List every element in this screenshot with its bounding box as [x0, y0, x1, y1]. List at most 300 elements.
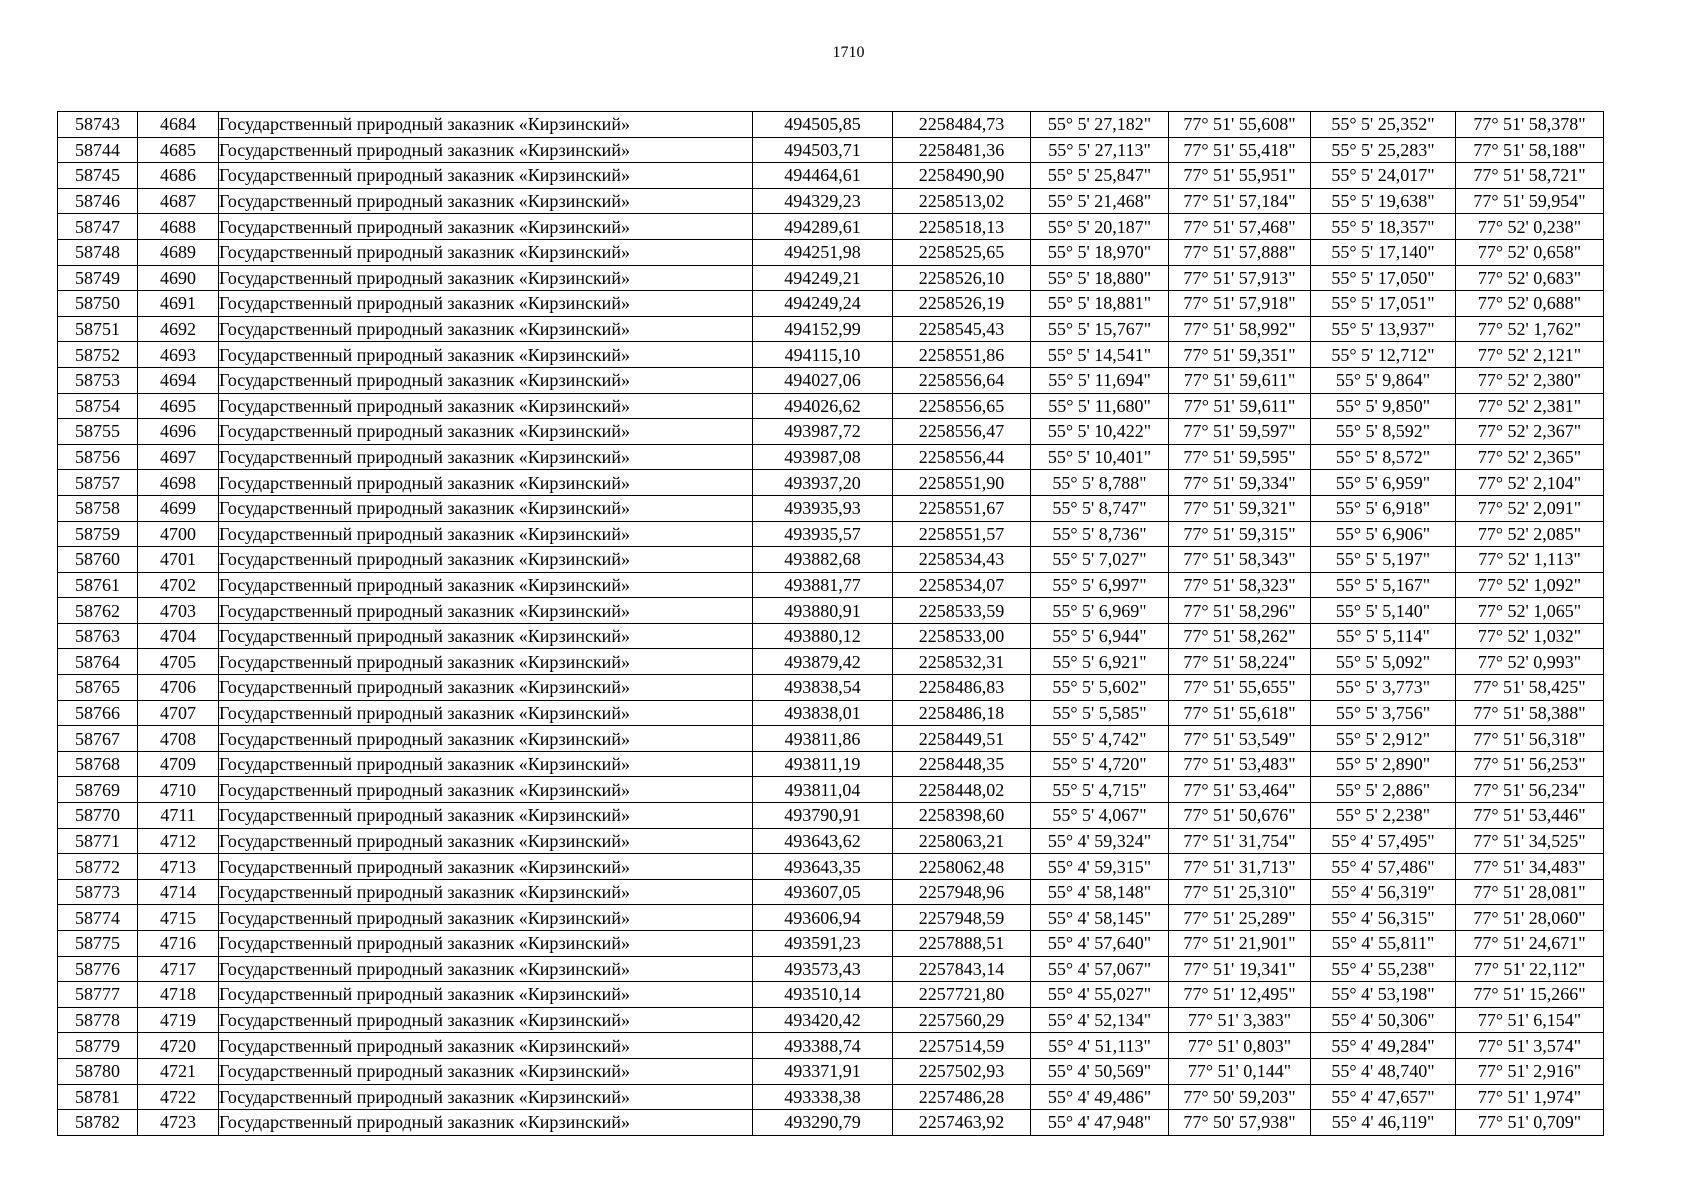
longitude-1-cell: 77° 51' 12,495" — [1169, 982, 1311, 1008]
x-coordinate-cell: 493811,04 — [753, 777, 893, 803]
object-name-cell: Государственный природный заказник «Кирзинский» — [219, 828, 753, 854]
point-number-cell: 4723 — [138, 1110, 219, 1136]
point-number-cell: 4687 — [138, 188, 219, 214]
latitude-1-cell: 55° 4' 47,948" — [1031, 1110, 1169, 1136]
table-row — [58, 444, 1604, 470]
longitude-1-cell: 77° 51' 31,713" — [1169, 854, 1311, 880]
y-coordinate-cell: 2257502,93 — [893, 1058, 1031, 1084]
longitude-2-cell: 77° 51' 6,154" — [1456, 1007, 1604, 1033]
row-number-cell: 58756 — [58, 444, 138, 470]
table-row — [58, 239, 1604, 265]
row-number-cell: 58765 — [58, 675, 138, 701]
table-row — [58, 675, 1604, 701]
object-name-cell: Государственный природный заказник «Кирзинский» — [219, 470, 753, 496]
y-coordinate-cell: 2257514,59 — [893, 1033, 1031, 1059]
object-name-cell: Государственный природный заказник «Кирзинский» — [219, 623, 753, 649]
object-name-cell: Государственный природный заказник «Кирзинский» — [219, 239, 753, 265]
table-row — [58, 291, 1604, 317]
longitude-2-cell: 77° 51' 1,974" — [1456, 1084, 1604, 1110]
latitude-1-cell: 55° 5' 6,969" — [1031, 598, 1169, 624]
latitude-2-cell: 55° 4' 57,486" — [1311, 854, 1456, 880]
longitude-1-cell: 77° 51' 0,144" — [1169, 1058, 1311, 1084]
row-number-cell: 58747 — [58, 214, 138, 240]
object-name-cell: Государственный природный заказник «Кирзинский» — [219, 188, 753, 214]
row-number-cell: 58754 — [58, 393, 138, 419]
x-coordinate-cell: 493338,38 — [753, 1084, 893, 1110]
longitude-2-cell: 77° 51' 34,525" — [1456, 828, 1604, 854]
object-name-cell: Государственный природный заказник «Кирзинский» — [219, 854, 753, 880]
point-number-cell: 4706 — [138, 675, 219, 701]
latitude-1-cell: 55° 4' 58,148" — [1031, 879, 1169, 905]
latitude-2-cell: 55° 5' 8,572" — [1311, 444, 1456, 470]
latitude-2-cell: 55° 4' 46,119" — [1311, 1110, 1456, 1136]
latitude-2-cell: 55° 5' 18,357" — [1311, 214, 1456, 240]
x-coordinate-cell: 493937,20 — [753, 470, 893, 496]
row-number-cell: 58770 — [58, 803, 138, 829]
row-number-cell: 58745 — [58, 163, 138, 189]
object-name-cell: Государственный природный заказник «Кирзинский» — [219, 649, 753, 675]
row-number-cell: 58748 — [58, 239, 138, 265]
x-coordinate-cell: 494249,21 — [753, 265, 893, 291]
latitude-1-cell: 55° 4' 59,315" — [1031, 854, 1169, 880]
y-coordinate-cell: 2258525,65 — [893, 239, 1031, 265]
object-name-cell: Государственный природный заказник «Кирзинский» — [219, 214, 753, 240]
latitude-2-cell: 55° 5' 12,712" — [1311, 342, 1456, 368]
longitude-2-cell: 77° 52' 2,381" — [1456, 393, 1604, 419]
object-name-cell: Государственный природный заказник «Кирзинский» — [219, 675, 753, 701]
table-row — [58, 342, 1604, 368]
y-coordinate-cell: 2257948,96 — [893, 879, 1031, 905]
object-name-cell: Государственный природный заказник «Кирзинский» — [219, 342, 753, 368]
longitude-1-cell: 77° 51' 57,918" — [1169, 291, 1311, 317]
point-number-cell: 4721 — [138, 1058, 219, 1084]
point-number-cell: 4717 — [138, 956, 219, 982]
x-coordinate-cell: 493879,42 — [753, 649, 893, 675]
point-number-cell: 4684 — [138, 112, 219, 138]
point-number-cell: 4714 — [138, 879, 219, 905]
y-coordinate-cell: 2258486,83 — [893, 675, 1031, 701]
latitude-1-cell: 55° 5' 10,422" — [1031, 419, 1169, 445]
y-coordinate-cell: 2257486,28 — [893, 1084, 1031, 1110]
latitude-2-cell: 55° 5' 17,051" — [1311, 291, 1456, 317]
point-number-cell: 4716 — [138, 931, 219, 957]
x-coordinate-cell: 493371,91 — [753, 1058, 893, 1084]
y-coordinate-cell: 2258532,31 — [893, 649, 1031, 675]
x-coordinate-cell: 494249,24 — [753, 291, 893, 317]
object-name-cell: Государственный природный заказник «Кирзинский» — [219, 444, 753, 470]
y-coordinate-cell: 2258526,10 — [893, 265, 1031, 291]
table-row — [58, 1007, 1604, 1033]
latitude-1-cell: 55° 5' 4,067" — [1031, 803, 1169, 829]
row-number-cell: 58774 — [58, 905, 138, 931]
row-number-cell: 58752 — [58, 342, 138, 368]
longitude-1-cell: 77° 51' 58,224" — [1169, 649, 1311, 675]
latitude-1-cell: 55° 4' 58,145" — [1031, 905, 1169, 931]
x-coordinate-cell: 494027,06 — [753, 367, 893, 393]
latitude-1-cell: 55° 4' 51,113" — [1031, 1033, 1169, 1059]
longitude-1-cell: 77° 51' 55,608" — [1169, 112, 1311, 138]
longitude-2-cell: 77° 52' 1,762" — [1456, 316, 1604, 342]
point-number-cell: 4696 — [138, 419, 219, 445]
y-coordinate-cell: 2258449,51 — [893, 726, 1031, 752]
longitude-1-cell: 77° 51' 58,992" — [1169, 316, 1311, 342]
table-row — [58, 521, 1604, 547]
x-coordinate-cell: 493838,01 — [753, 700, 893, 726]
y-coordinate-cell: 2258513,02 — [893, 188, 1031, 214]
latitude-2-cell: 55° 4' 53,198" — [1311, 982, 1456, 1008]
longitude-1-cell: 77° 51' 59,611" — [1169, 393, 1311, 419]
point-number-cell: 4710 — [138, 777, 219, 803]
row-number-cell: 58750 — [58, 291, 138, 317]
longitude-2-cell: 77° 52' 2,104" — [1456, 470, 1604, 496]
longitude-2-cell: 77° 51' 56,318" — [1456, 726, 1604, 752]
latitude-1-cell: 55° 5' 11,680" — [1031, 393, 1169, 419]
row-number-cell: 58749 — [58, 265, 138, 291]
row-number-cell: 58743 — [58, 112, 138, 138]
latitude-1-cell: 55° 5' 20,187" — [1031, 214, 1169, 240]
longitude-1-cell: 77° 51' 58,323" — [1169, 572, 1311, 598]
longitude-2-cell: 77° 51' 59,954" — [1456, 188, 1604, 214]
x-coordinate-cell: 493420,42 — [753, 1007, 893, 1033]
latitude-1-cell: 55° 5' 5,585" — [1031, 700, 1169, 726]
latitude-2-cell: 55° 5' 3,756" — [1311, 700, 1456, 726]
longitude-2-cell: 77° 52' 2,085" — [1456, 521, 1604, 547]
x-coordinate-cell: 494329,23 — [753, 188, 893, 214]
latitude-1-cell: 55° 5' 7,027" — [1031, 547, 1169, 573]
latitude-2-cell: 55° 5' 24,017" — [1311, 163, 1456, 189]
table-row — [58, 1033, 1604, 1059]
row-number-cell: 58777 — [58, 982, 138, 1008]
row-number-cell: 58769 — [58, 777, 138, 803]
row-number-cell: 58767 — [58, 726, 138, 752]
latitude-2-cell: 55° 5' 19,638" — [1311, 188, 1456, 214]
table-row — [58, 1084, 1604, 1110]
y-coordinate-cell: 2258556,44 — [893, 444, 1031, 470]
x-coordinate-cell: 493882,68 — [753, 547, 893, 573]
object-name-cell: Государственный природный заказник «Кирзинский» — [219, 163, 753, 189]
table-row — [58, 316, 1604, 342]
x-coordinate-cell: 493881,77 — [753, 572, 893, 598]
longitude-2-cell: 77° 52' 0,658" — [1456, 239, 1604, 265]
object-name-cell: Государственный природный заказник «Кирзинский» — [219, 1110, 753, 1136]
y-coordinate-cell: 2257948,59 — [893, 905, 1031, 931]
latitude-1-cell: 55° 5' 8,736" — [1031, 521, 1169, 547]
latitude-2-cell: 55° 4' 50,306" — [1311, 1007, 1456, 1033]
latitude-1-cell: 55° 5' 4,715" — [1031, 777, 1169, 803]
longitude-1-cell: 77° 51' 53,464" — [1169, 777, 1311, 803]
longitude-1-cell: 77° 51' 53,549" — [1169, 726, 1311, 752]
row-number-cell: 58780 — [58, 1058, 138, 1084]
table-row — [58, 751, 1604, 777]
x-coordinate-cell: 493643,35 — [753, 854, 893, 880]
latitude-1-cell: 55° 5' 5,602" — [1031, 675, 1169, 701]
row-number-cell: 58757 — [58, 470, 138, 496]
latitude-1-cell: 55° 5' 4,720" — [1031, 751, 1169, 777]
longitude-1-cell: 77° 51' 58,296" — [1169, 598, 1311, 624]
latitude-2-cell: 55° 4' 55,811" — [1311, 931, 1456, 957]
object-name-cell: Государственный природный заказник «Кирзинский» — [219, 265, 753, 291]
table-row — [58, 495, 1604, 521]
latitude-2-cell: 55° 4' 56,319" — [1311, 879, 1456, 905]
table-row — [58, 803, 1604, 829]
object-name-cell: Государственный природный заказник «Кирзинский» — [219, 879, 753, 905]
longitude-2-cell: 77° 51' 58,378" — [1456, 112, 1604, 138]
table-row — [58, 367, 1604, 393]
latitude-1-cell: 55° 5' 25,847" — [1031, 163, 1169, 189]
x-coordinate-cell: 493811,19 — [753, 751, 893, 777]
longitude-2-cell: 77° 51' 58,188" — [1456, 137, 1604, 163]
longitude-2-cell: 77° 51' 56,234" — [1456, 777, 1604, 803]
point-number-cell: 4694 — [138, 367, 219, 393]
object-name-cell: Государственный природный заказник «Кирзинский» — [219, 521, 753, 547]
row-number-cell: 58776 — [58, 956, 138, 982]
longitude-2-cell: 77° 52' 1,113" — [1456, 547, 1604, 573]
table-row — [58, 470, 1604, 496]
object-name-cell: Государственный природный заказник «Кирзинский» — [219, 956, 753, 982]
point-number-cell: 4719 — [138, 1007, 219, 1033]
latitude-2-cell: 55° 4' 47,657" — [1311, 1084, 1456, 1110]
point-number-cell: 4707 — [138, 700, 219, 726]
x-coordinate-cell: 494464,61 — [753, 163, 893, 189]
latitude-2-cell: 55° 5' 2,912" — [1311, 726, 1456, 752]
latitude-1-cell: 55° 5' 6,997" — [1031, 572, 1169, 598]
longitude-2-cell: 77° 51' 58,388" — [1456, 700, 1604, 726]
y-coordinate-cell: 2258448,02 — [893, 777, 1031, 803]
y-coordinate-cell: 2257721,80 — [893, 982, 1031, 1008]
object-name-cell: Государственный природный заказник «Кирзинский» — [219, 495, 753, 521]
y-coordinate-cell: 2258551,67 — [893, 495, 1031, 521]
longitude-2-cell: 77° 52' 1,092" — [1456, 572, 1604, 598]
row-number-cell: 58764 — [58, 649, 138, 675]
point-number-cell: 4691 — [138, 291, 219, 317]
latitude-2-cell: 55° 5' 2,890" — [1311, 751, 1456, 777]
point-number-cell: 4701 — [138, 547, 219, 573]
object-name-cell: Государственный природный заказник «Кирзинский» — [219, 137, 753, 163]
x-coordinate-cell: 493573,43 — [753, 956, 893, 982]
y-coordinate-cell: 2258398,60 — [893, 803, 1031, 829]
longitude-1-cell: 77° 50' 59,203" — [1169, 1084, 1311, 1110]
latitude-2-cell: 55° 5' 17,050" — [1311, 265, 1456, 291]
table-row — [58, 828, 1604, 854]
longitude-1-cell: 77° 51' 3,383" — [1169, 1007, 1311, 1033]
x-coordinate-cell: 493607,05 — [753, 879, 893, 905]
object-name-cell: Государственный природный заказник «Кирзинский» — [219, 316, 753, 342]
row-number-cell: 58773 — [58, 879, 138, 905]
row-number-cell: 58753 — [58, 367, 138, 393]
latitude-1-cell: 55° 5' 27,113" — [1031, 137, 1169, 163]
y-coordinate-cell: 2257888,51 — [893, 931, 1031, 957]
latitude-2-cell: 55° 5' 5,197" — [1311, 547, 1456, 573]
x-coordinate-cell: 493811,86 — [753, 726, 893, 752]
x-coordinate-cell: 493388,74 — [753, 1033, 893, 1059]
object-name-cell: Государственный природный заказник «Кирзинский» — [219, 905, 753, 931]
point-number-cell: 4711 — [138, 803, 219, 829]
latitude-1-cell: 55° 5' 6,944" — [1031, 623, 1169, 649]
y-coordinate-cell: 2258545,43 — [893, 316, 1031, 342]
longitude-1-cell: 77° 51' 53,483" — [1169, 751, 1311, 777]
row-number-cell: 58779 — [58, 1033, 138, 1059]
object-name-cell: Государственный природный заказник «Кирзинский» — [219, 598, 753, 624]
object-name-cell: Государственный природный заказник «Кирзинский» — [219, 1084, 753, 1110]
y-coordinate-cell: 2258518,13 — [893, 214, 1031, 240]
x-coordinate-cell: 494503,71 — [753, 137, 893, 163]
latitude-1-cell: 55° 5' 8,788" — [1031, 470, 1169, 496]
y-coordinate-cell: 2257463,92 — [893, 1110, 1031, 1136]
latitude-2-cell: 55° 4' 57,495" — [1311, 828, 1456, 854]
table-row — [58, 547, 1604, 573]
longitude-2-cell: 77° 51' 15,266" — [1456, 982, 1604, 1008]
longitude-1-cell: 77° 51' 25,289" — [1169, 905, 1311, 931]
table-row — [58, 393, 1604, 419]
latitude-2-cell: 55° 5' 3,773" — [1311, 675, 1456, 701]
longitude-1-cell: 77° 51' 58,262" — [1169, 623, 1311, 649]
point-number-cell: 4702 — [138, 572, 219, 598]
table-row — [58, 905, 1604, 931]
longitude-1-cell: 77° 51' 57,468" — [1169, 214, 1311, 240]
table-row — [58, 623, 1604, 649]
y-coordinate-cell: 2258551,86 — [893, 342, 1031, 368]
latitude-2-cell: 55° 4' 49,284" — [1311, 1033, 1456, 1059]
y-coordinate-cell: 2258556,64 — [893, 367, 1031, 393]
table-row — [58, 982, 1604, 1008]
latitude-1-cell: 55° 5' 18,881" — [1031, 291, 1169, 317]
longitude-2-cell: 77° 52' 2,380" — [1456, 367, 1604, 393]
table-row — [58, 854, 1604, 880]
latitude-2-cell: 55° 5' 6,959" — [1311, 470, 1456, 496]
table-row — [58, 1110, 1604, 1136]
point-number-cell: 4705 — [138, 649, 219, 675]
longitude-2-cell: 77° 51' 22,112" — [1456, 956, 1604, 982]
object-name-cell: Государственный природный заказник «Кирзинский» — [219, 547, 753, 573]
row-number-cell: 58781 — [58, 1084, 138, 1110]
point-number-cell: 4685 — [138, 137, 219, 163]
y-coordinate-cell: 2258551,57 — [893, 521, 1031, 547]
latitude-2-cell: 55° 4' 55,238" — [1311, 956, 1456, 982]
object-name-cell: Государственный природный заказник «Кирзинский» — [219, 367, 753, 393]
latitude-1-cell: 55° 5' 14,541" — [1031, 342, 1169, 368]
table-row — [58, 931, 1604, 957]
x-coordinate-cell: 494289,61 — [753, 214, 893, 240]
point-number-cell: 4700 — [138, 521, 219, 547]
latitude-2-cell: 55° 5' 5,140" — [1311, 598, 1456, 624]
object-name-cell: Государственный природный заказник «Кирзинский» — [219, 777, 753, 803]
x-coordinate-cell: 493790,91 — [753, 803, 893, 829]
row-number-cell: 58758 — [58, 495, 138, 521]
table-row — [58, 112, 1604, 138]
row-number-cell: 58766 — [58, 700, 138, 726]
point-number-cell: 4692 — [138, 316, 219, 342]
x-coordinate-cell: 493510,14 — [753, 982, 893, 1008]
latitude-2-cell: 55° 5' 9,850" — [1311, 393, 1456, 419]
table-row — [58, 1058, 1604, 1084]
longitude-1-cell: 77° 51' 59,351" — [1169, 342, 1311, 368]
row-number-cell: 58778 — [58, 1007, 138, 1033]
point-number-cell: 4686 — [138, 163, 219, 189]
longitude-2-cell: 77° 52' 0,993" — [1456, 649, 1604, 675]
object-name-cell: Государственный природный заказник «Кирзинский» — [219, 419, 753, 445]
longitude-1-cell: 77° 51' 59,595" — [1169, 444, 1311, 470]
latitude-1-cell: 55° 5' 27,182" — [1031, 112, 1169, 138]
latitude-1-cell: 55° 4' 55,027" — [1031, 982, 1169, 1008]
page-number: 1710 — [832, 44, 865, 61]
longitude-2-cell: 77° 51' 58,425" — [1456, 675, 1604, 701]
latitude-1-cell: 55° 5' 18,970" — [1031, 239, 1169, 265]
longitude-2-cell: 77° 52' 1,065" — [1456, 598, 1604, 624]
row-number-cell: 58760 — [58, 547, 138, 573]
y-coordinate-cell: 2257560,29 — [893, 1007, 1031, 1033]
table-row — [58, 879, 1604, 905]
latitude-1-cell: 55° 4' 59,324" — [1031, 828, 1169, 854]
latitude-2-cell: 55° 5' 8,592" — [1311, 419, 1456, 445]
x-coordinate-cell: 493290,79 — [753, 1110, 893, 1136]
row-number-cell: 58775 — [58, 931, 138, 957]
latitude-1-cell: 55° 4' 57,640" — [1031, 931, 1169, 957]
point-number-cell: 4712 — [138, 828, 219, 854]
x-coordinate-cell: 493935,57 — [753, 521, 893, 547]
longitude-2-cell: 77° 52' 1,032" — [1456, 623, 1604, 649]
longitude-2-cell: 77° 52' 2,365" — [1456, 444, 1604, 470]
row-number-cell: 58746 — [58, 188, 138, 214]
longitude-1-cell: 77° 51' 59,597" — [1169, 419, 1311, 445]
x-coordinate-cell: 493643,62 — [753, 828, 893, 854]
y-coordinate-cell: 2258556,47 — [893, 419, 1031, 445]
point-number-cell: 4689 — [138, 239, 219, 265]
longitude-1-cell: 77° 51' 59,334" — [1169, 470, 1311, 496]
point-number-cell: 4718 — [138, 982, 219, 1008]
longitude-2-cell: 77° 51' 34,483" — [1456, 854, 1604, 880]
table-row — [58, 777, 1604, 803]
x-coordinate-cell: 493838,54 — [753, 675, 893, 701]
longitude-2-cell: 77° 52' 2,367" — [1456, 419, 1604, 445]
row-number-cell: 58744 — [58, 137, 138, 163]
y-coordinate-cell: 2257843,14 — [893, 956, 1031, 982]
x-coordinate-cell: 494505,85 — [753, 112, 893, 138]
row-number-cell: 58755 — [58, 419, 138, 445]
longitude-2-cell: 77° 51' 0,709" — [1456, 1110, 1604, 1136]
row-number-cell: 58772 — [58, 854, 138, 880]
longitude-1-cell: 77° 51' 58,343" — [1169, 547, 1311, 573]
row-number-cell: 58761 — [58, 572, 138, 598]
point-number-cell: 4703 — [138, 598, 219, 624]
latitude-1-cell: 55° 5' 21,468" — [1031, 188, 1169, 214]
object-name-cell: Государственный природный заказник «Кирзинский» — [219, 726, 753, 752]
longitude-1-cell: 77° 51' 55,618" — [1169, 700, 1311, 726]
point-number-cell: 4713 — [138, 854, 219, 880]
row-number-cell: 58771 — [58, 828, 138, 854]
point-number-cell: 4695 — [138, 393, 219, 419]
longitude-1-cell: 77° 51' 50,676" — [1169, 803, 1311, 829]
longitude-1-cell: 77° 51' 55,655" — [1169, 675, 1311, 701]
longitude-2-cell: 77° 51' 28,060" — [1456, 905, 1604, 931]
longitude-2-cell: 77° 52' 2,121" — [1456, 342, 1604, 368]
latitude-2-cell: 55° 5' 2,238" — [1311, 803, 1456, 829]
y-coordinate-cell: 2258526,19 — [893, 291, 1031, 317]
row-number-cell: 58759 — [58, 521, 138, 547]
latitude-2-cell: 55° 5' 5,167" — [1311, 572, 1456, 598]
point-number-cell: 4699 — [138, 495, 219, 521]
latitude-1-cell: 55° 5' 6,921" — [1031, 649, 1169, 675]
latitude-1-cell: 55° 5' 4,742" — [1031, 726, 1169, 752]
row-number-cell: 58751 — [58, 316, 138, 342]
row-number-cell: 58762 — [58, 598, 138, 624]
object-name-cell: Государственный природный заказник «Кирзинский» — [219, 982, 753, 1008]
y-coordinate-cell: 2258534,07 — [893, 572, 1031, 598]
table-row — [58, 137, 1604, 163]
longitude-1-cell: 77° 51' 59,315" — [1169, 521, 1311, 547]
y-coordinate-cell: 2258490,90 — [893, 163, 1031, 189]
y-coordinate-cell: 2258481,36 — [893, 137, 1031, 163]
row-number-cell: 58768 — [58, 751, 138, 777]
